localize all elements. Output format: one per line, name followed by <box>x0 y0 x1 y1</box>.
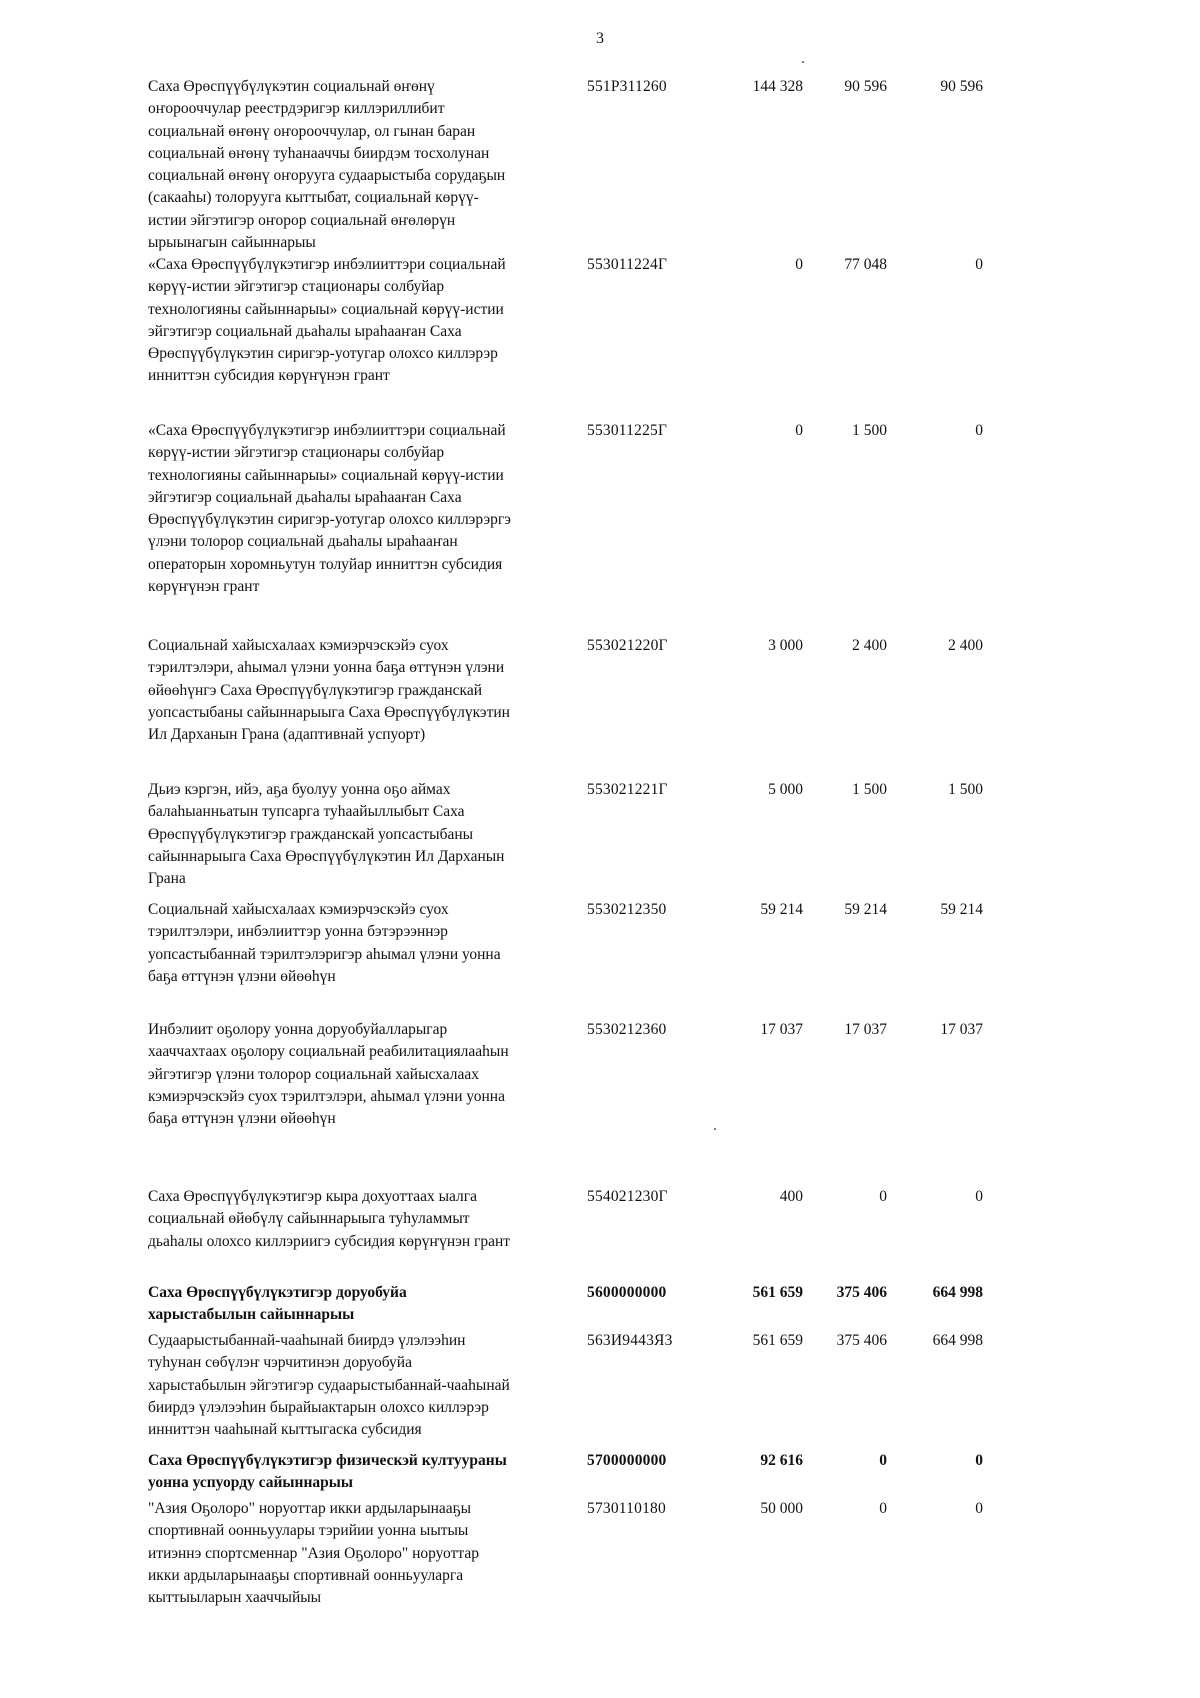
row-value-3: 2 400 <box>948 637 983 654</box>
row-value-2: 59 214 <box>844 901 887 918</box>
row-value-2: 90 596 <box>844 78 887 95</box>
row-value-2: 0 <box>879 1188 887 1205</box>
page-number: 3 <box>596 30 604 47</box>
row-code: 554021230Г <box>587 1188 668 1205</box>
row-value-1: 5 000 <box>768 781 803 798</box>
row-value-1: 0 <box>795 422 803 439</box>
row-value-2: 1 500 <box>852 422 887 439</box>
row-value-3: 17 037 <box>940 1021 983 1038</box>
row-code: 553011224Г <box>587 256 668 273</box>
scan-speck <box>802 61 804 63</box>
row-value-1: 400 <box>779 1188 803 1205</box>
row-value-3: 664 998 <box>932 1284 983 1301</box>
row-value-3: 59 214 <box>940 901 983 918</box>
row-code: 5700000000 <box>587 1452 667 1469</box>
row-value-1: 50 000 <box>760 1500 803 1517</box>
row-value-2: 0 <box>879 1452 887 1469</box>
row-code: 5600000000 <box>587 1284 667 1301</box>
row-description: Саха Өрөспүүбүлүкэтин социальнай өҥөнү оҥорооччулар реестрдэригэр киллэриллибит социальнай өҥөнү оҥорооччулар, ол гынан баран социальнай өҥөнү туһанааччы биирдэм тосхолунан социальнай өҥөнү оҥорууга судаарыстыба сорудаҕын (сакааһы) толорууга кыттыбат, социальнай көрүү- истии эйгэтигэр оҥорор социальнай өҥөлөрүн ырыынагын сайыннарыы <box>148 78 506 252</box>
row-value-1: 3 000 <box>768 637 803 654</box>
row-value-2: 77 048 <box>844 256 887 273</box>
row-description: Саха Өрөспүүбүлүкэтигэр кыра дохуоттаах ыалга социальнай өйөбүлү сайыннарыыга туһуламмыт дьаһалы олохсо киллэриигэ субсидия көрүҥүнэн грант <box>148 1188 511 1250</box>
row-code: 563И9443Я3 <box>587 1332 673 1349</box>
row-value-1: 144 328 <box>752 78 803 95</box>
row-description: Судаарыстыбаннай-чааһынай биирдэ үлэлээһин туһунан сөбүлэҥ чэрчитинэн доруобуйа харыстабылын эйгэтигэр судаарыстыбаннай-чааһынай биирдэ үлэлээһин бырайыактарын олохсо киллэрэр инниттэн чааһынай кыттыгаска субсидия <box>148 1332 510 1439</box>
scan-speck <box>714 1128 716 1130</box>
row-code: 5530212360 <box>587 1021 667 1038</box>
row-description: «Саха Өрөспүүбүлүкэтигэр инбэлииттэри социальнай көрүү-истии эйгэтигэр стационары солбуйар технологияны сайыннарыы» социальнай көрүү-истии эйгэтигэр социальнай дьаһалы ыраһааҥан Саха Өрөспүүбүлүкэтин сиригэр-уотугар олохсо киллэрэр инниттэн субсидия көрүҥүнэн грант <box>148 256 506 385</box>
row-code: 551P311260 <box>587 78 667 95</box>
row-description: Дьиэ кэргэн, ийэ, аҕа буолуу уонна оҕо аймах балаһыанньатын тупсаргa туһаайыллыбыт Саха Өрөспүүбүлүкэтигэр гражданскай уопсастыбаны сайыннарыыга Саха Өрөспүүбүлүкэтин Ил Дарханын Грана <box>148 781 505 888</box>
row-value-3: 0 <box>975 1452 983 1469</box>
row-description: Социальнай хайысхалаах кэмиэрчэскэйэ суох тэрилтэлэри, аһымал үлэни уонна баҕа өттүнэн үлэни өйөөһүнгэ Саха Өрөспүүбүлүкэтигэр гражданскай уопсастыбаны сайыннарыыга Саха Өрөспүүбүлүкэтин Ил Дарханын Грана (адаптивнай успуорт) <box>148 637 510 744</box>
row-code: 5730110180 <box>587 1500 666 1517</box>
row-value-3: 664 998 <box>932 1332 983 1349</box>
row-value-2: 17 037 <box>844 1021 887 1038</box>
row-value-1: 561 659 <box>752 1332 803 1349</box>
row-value-1: 92 616 <box>760 1452 803 1469</box>
row-value-1: 561 659 <box>752 1284 803 1301</box>
row-code: 5530212350 <box>587 901 667 918</box>
row-description: Саха Өрөспүүбүлүкэтигэр физическэй култуураны уонна успуорду сайыннарыы <box>148 1452 507 1492</box>
row-value-2: 1 500 <box>852 781 887 798</box>
row-value-1: 59 214 <box>760 901 803 918</box>
row-description: Инбэлиит оҕолору уонна доруобуйалларыгар хааччахтаах оҕолору социальнай реабилитациялааһын эйгэтигэр үлэни толорор социальнай хайысхалаах кэмиэрчэскэйэ суох тэрилтэлэри, аһымал үлэни уонна баҕа өттүнэн үлэни өйөөһүн <box>148 1021 509 1128</box>
row-value-1: 0 <box>795 256 803 273</box>
row-value-2: 0 <box>879 1500 887 1517</box>
row-value-3: 0 <box>975 1500 983 1517</box>
row-code: 553021220Г <box>587 637 668 654</box>
row-code: 553021221Г <box>587 781 668 798</box>
row-value-2: 2 400 <box>852 637 887 654</box>
row-value-3: 0 <box>975 422 983 439</box>
row-value-3: 0 <box>975 256 983 273</box>
row-value-2: 375 406 <box>836 1284 887 1301</box>
row-description: "Азия Оҕолоро" норуоттар икки ардыларынааҕы спортивнай оонньуулары тэрийии уонна ыытыы итиэннэ спортсменнар "Азия Оҕолоро" норуоттар икки ардыларынааҕы спортивнай оонньууларга кыттыыларын хааччыйыы <box>148 1500 479 1607</box>
row-value-3: 90 596 <box>940 78 983 95</box>
row-value-3: 0 <box>975 1188 983 1205</box>
row-description: «Саха Өрөспүүбүлүкэтигэр инбэлииттэри социальнай көрүү-истии эйгэтигэр стационары солбуйар технологияны сайыннарыы» социальнай көрүү-истии эйгэтигэр социальнай дьаһалы ыраһааҥан Саха Өрөспүүбүлүкэтин сиригэр-уотугар олохсо киллэрэргэ үлэни толорор социальнай дьаһалы ыраһааҥан операторын хоромньутун толуйар инниттэн субсидия көрүҥүнэн грант <box>148 422 511 596</box>
row-code: 553011225Г <box>587 422 668 439</box>
row-description: Саха Өрөспүүбүлүкэтигэр доруобуйа харыстабылын сайыннарыы <box>148 1284 407 1324</box>
row-value-1: 17 037 <box>760 1021 803 1038</box>
row-description: Социальнай хайысхалаах кэмиэрчэскэйэ суох тэрилтэлэри, инбэлииттэр уонна бэтэрээннэр уопсастыбаннай тэрилтэлэригэр аһымал үлэни уонна баҕа өттүнэн үлэни өйөөһүн <box>148 901 501 985</box>
row-value-3: 1 500 <box>948 781 983 798</box>
row-value-2: 375 406 <box>836 1332 887 1349</box>
